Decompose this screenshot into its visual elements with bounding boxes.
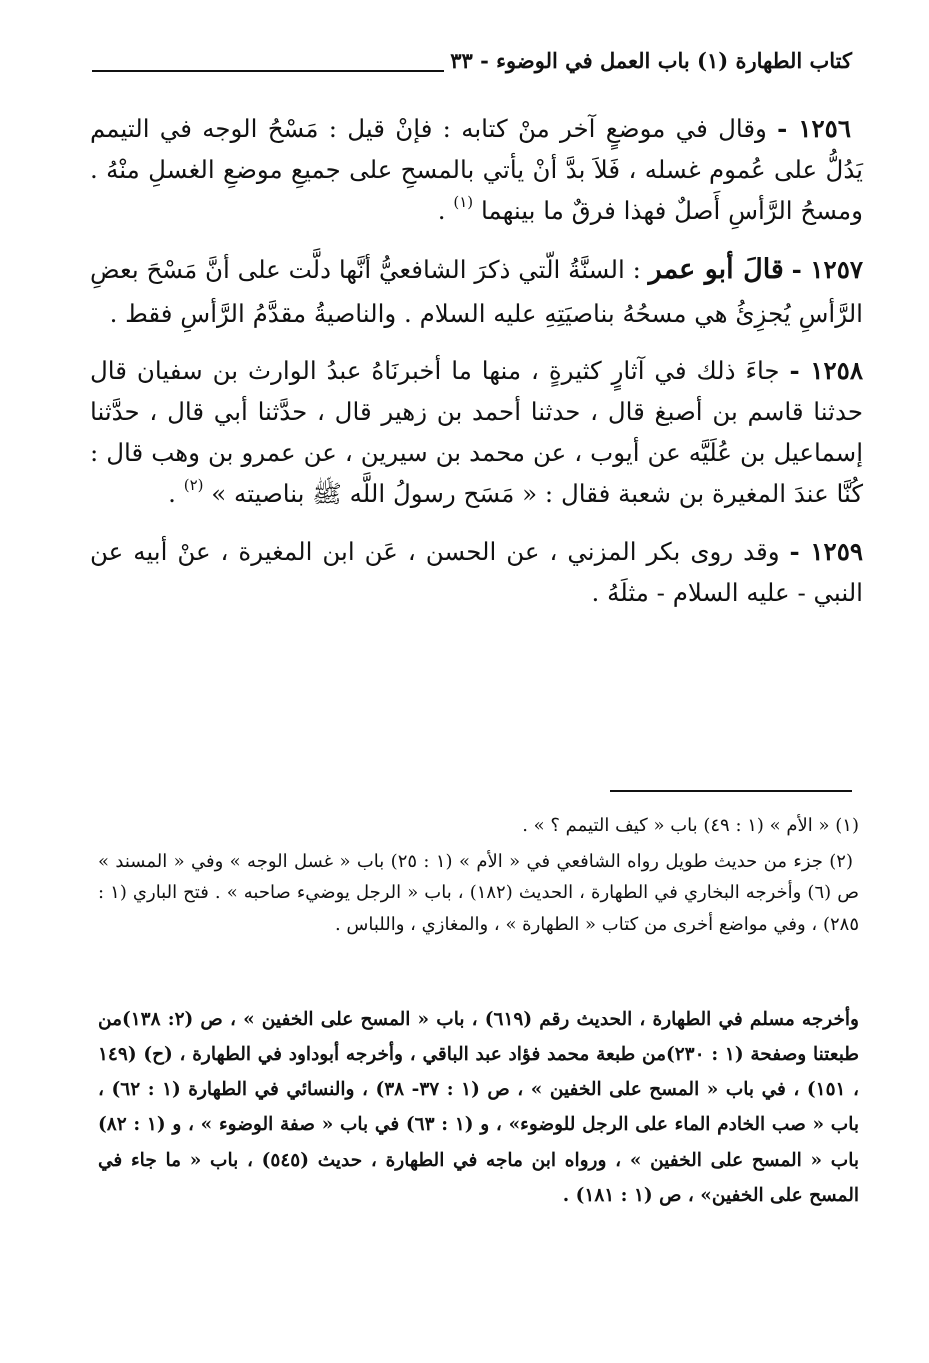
paragraph-number: ١٢٥٧ - [791, 255, 864, 285]
paragraph-number: ١٢٥٦ - [777, 114, 851, 143]
paragraph-end: . [168, 479, 176, 509]
paragraph-1259 [90, 531, 863, 613]
footnotes [98, 810, 859, 944]
paragraph-1258 [90, 350, 863, 515]
footnote-1: (١) « الأم » (١ : ٤٩) باب « كيف التيمم ؟ » . [522, 815, 859, 836]
paragraph-text: وقد روى بكر المزني ، عن الحسن ، عَن ابن المغيرة ، عنْ أبيه عن النبي - عليه السلام - مثلَهُ . [90, 536, 863, 607]
footnote-separator [610, 790, 852, 792]
footnote-2: (٢) جزء من حديث طويل رواه الشافعي في « الأم » (١ : ٢٥) باب « غسل الوجه » وفي « المسند » ص (٦) وأخرجه البخاري في الطهارة ، الحديث (١٨٢) ، باب « الرجل يوضيء صاحبه » . فتح الباري (١ : ٢٨٥) ، وفي مواضع أخرى من كتاب « الطهارة » ، والمغازي ، واللباس . [98, 850, 859, 935]
footnote-continuation: وأخرجه مسلم في الطهارة ، الحديث رقم (٦١٩) ، باب « المسح على الخفين » ، ص (٢: ١٣٨)من طبعتنا وصفحة (١ : ٢٣٠)من طبعة محمد فؤاد عبد الباقي ، وأخرجه أبوداود في الطهارة ، (ح) (١٤٩ ، ١٥١) ، في باب « المسح على الخفين » ، ص (١ : ٣٧- ٣٨) ، والنسائي في الطهارة (١ : ٦٢) ، باب « صب الخادم الماء على الرجل للوضوء» ، و (١ : ٦٣) في باب « صفة الوضوء » ، و (١ : ٨٢) باب « المسح على الخفين » ، ورواه ابن ماجه في الطهارة ، حديث (٥٤٥) ، باب « ما جاء في المسح على الخفين» ، ص (١ : ١٨١) . [98, 1009, 860, 1206]
header-title: كتاب الطهارة (١) باب العمل في الوضوء - ٣٣ [450, 48, 852, 73]
paragraph-text: جاءَ ذلك في آثارٍ كثيرةٍ ، منها ما أخبرنَاهُ عبدُ الوارث بن سفيان قال حدثنا قاسم بن أصبغ قال ، حدثنا أحمد بن زهير قال ، حدَّثنا أبي قال ، حدَّثنا إسماعيل بن عُلَيَّه عن أيوب ، عن محمد بن سيرين ، عن عمرو بن وهب قال : كُنَّا عندَ المغيرة بن شعبة فقال : « مَسَح رسولُ اللَّه ﷺ بناصيته » [90, 355, 863, 509]
paragraph-text: وقال في موضعٍ آخر منْ كتابه : فإنْ قيل : مَسْحُ الوجه في التيمم يَدُلُّ على عُموم غسله ، فَلاَ بدَّ أنْ يأتي بالمسحِ على جميعِ موضعِ الغسلِ منْهُ . ومسحُ الرَّأسِ أَصلٌ فهذا فرقٌ ما بينهما [90, 114, 863, 226]
paragraph-text: : السنَّةُ الّتي ذكرَ الشافعيُّ أنَّها دلَّت على أنَّ مَسْحَ بعضِ الرَّأسِ يُجزِئُ هي مسحُهُ بناصيَتِهِ عليه السلام . والناصيةُ مقدَّمُ الرَّأسِ فقط . [90, 255, 863, 328]
main-text [90, 108, 863, 629]
speaker-name: قالَ أبو عمر [648, 254, 784, 286]
paragraph-1256 [90, 108, 863, 231]
footnote-ref: (١) [453, 193, 474, 212]
footnote-ref: (٢) [183, 476, 204, 495]
paragraph-number: ١٢٥٩ - [789, 536, 864, 566]
paragraph-number: ١٢٥٨ - [789, 355, 863, 385]
running-header [92, 42, 852, 86]
paragraph-end: . [437, 196, 446, 226]
paragraph-1257 [90, 247, 863, 334]
header-rule [92, 70, 444, 72]
